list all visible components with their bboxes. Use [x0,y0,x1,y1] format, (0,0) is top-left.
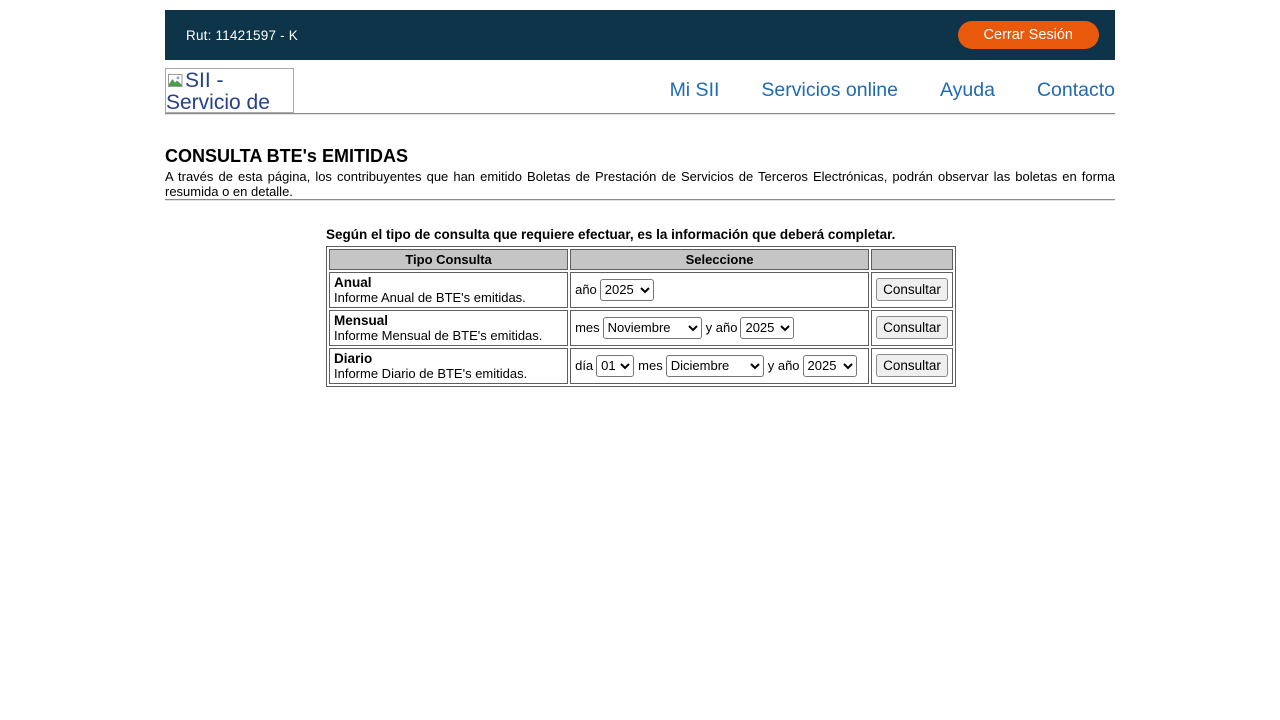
mensual-title: Mensual [334,312,389,328]
sii-logo-broken-image[interactable] [165,68,294,113]
header-divider [165,113,1115,115]
anual-title: Anual [334,274,372,290]
diario-year-label: y año [767,358,800,373]
table-row-anual [329,272,953,308]
logo-alt-text: SII - Servicio de [166,68,270,113]
mensual-tipo-cell [329,310,568,346]
section-divider [165,199,1115,201]
diario-month-select[interactable] [666,355,764,377]
diario-select-cell [570,348,869,384]
mensual-action-cell [871,310,953,346]
mensual-detail: Informe Mensual de BTE's emitidas. [334,327,543,343]
anual-year-select[interactable] [600,279,654,301]
table-row-diario [329,348,953,384]
mensual-month-select[interactable] [603,317,702,339]
anual-action-cell [871,272,953,308]
main-navigation [670,79,1115,102]
mensual-year-label: y año [705,320,738,335]
consulta-section [326,227,956,387]
diario-consultar-button[interactable]: Consultar [876,354,948,377]
diario-year-select[interactable] [803,355,857,377]
anual-tipo-cell [329,272,568,308]
consulta-table [326,246,956,387]
header-seleccione: Seleccione [570,249,869,270]
table-header-row [329,249,953,270]
mensual-select-cell [570,310,869,346]
logout-button[interactable]: Cerrar Sesión [958,21,1099,49]
session-bar [165,10,1115,60]
header-accion [871,249,953,270]
nav-mi-sii[interactable]: Mi SII [669,78,720,101]
diario-action-cell [871,348,953,384]
page-description: A través de esta página, los contribuyentes que han emitido Boletas de Prestación de Servicios de Terceros Electrónicas, podrán observar las boletas en forma resumida o en detalle. [165,169,1115,199]
page-title: CONSULTA BTE's EMITIDAS [165,146,408,166]
diario-detail: Informe Diario de BTE's emitidas. [334,365,528,381]
diario-tipo-cell [329,348,568,384]
anual-select-cell [570,272,869,308]
nav-ayuda[interactable]: Ayuda [939,78,995,101]
consulta-intro: Según el tipo de consulta que requiere efectuar, es la información que deberá completar. [326,227,896,242]
mensual-month-label: mes [575,320,600,335]
header-tipo-consulta: Tipo Consulta [329,249,568,270]
nav-servicios-online[interactable]: Servicios online [761,78,898,101]
broken-image-icon [168,74,184,89]
diario-day-select[interactable] [596,355,634,377]
page-container [165,0,1115,387]
diario-month-label: mes [638,358,663,373]
site-header [165,67,1115,113]
diario-title: Diario [334,350,373,366]
nav-contacto[interactable]: Contacto [1036,78,1115,101]
rut-label: Rut: 11421597 - K [186,27,298,43]
mensual-year-select[interactable] [740,317,794,339]
anual-consultar-button[interactable]: Consultar [876,278,948,301]
diario-day-label: día [575,358,594,373]
anual-year-label: año [575,282,597,297]
mensual-consultar-button[interactable]: Consultar [876,316,948,339]
table-row-mensual [329,310,953,346]
anual-detail: Informe Anual de BTE's emitidas. [334,289,526,305]
